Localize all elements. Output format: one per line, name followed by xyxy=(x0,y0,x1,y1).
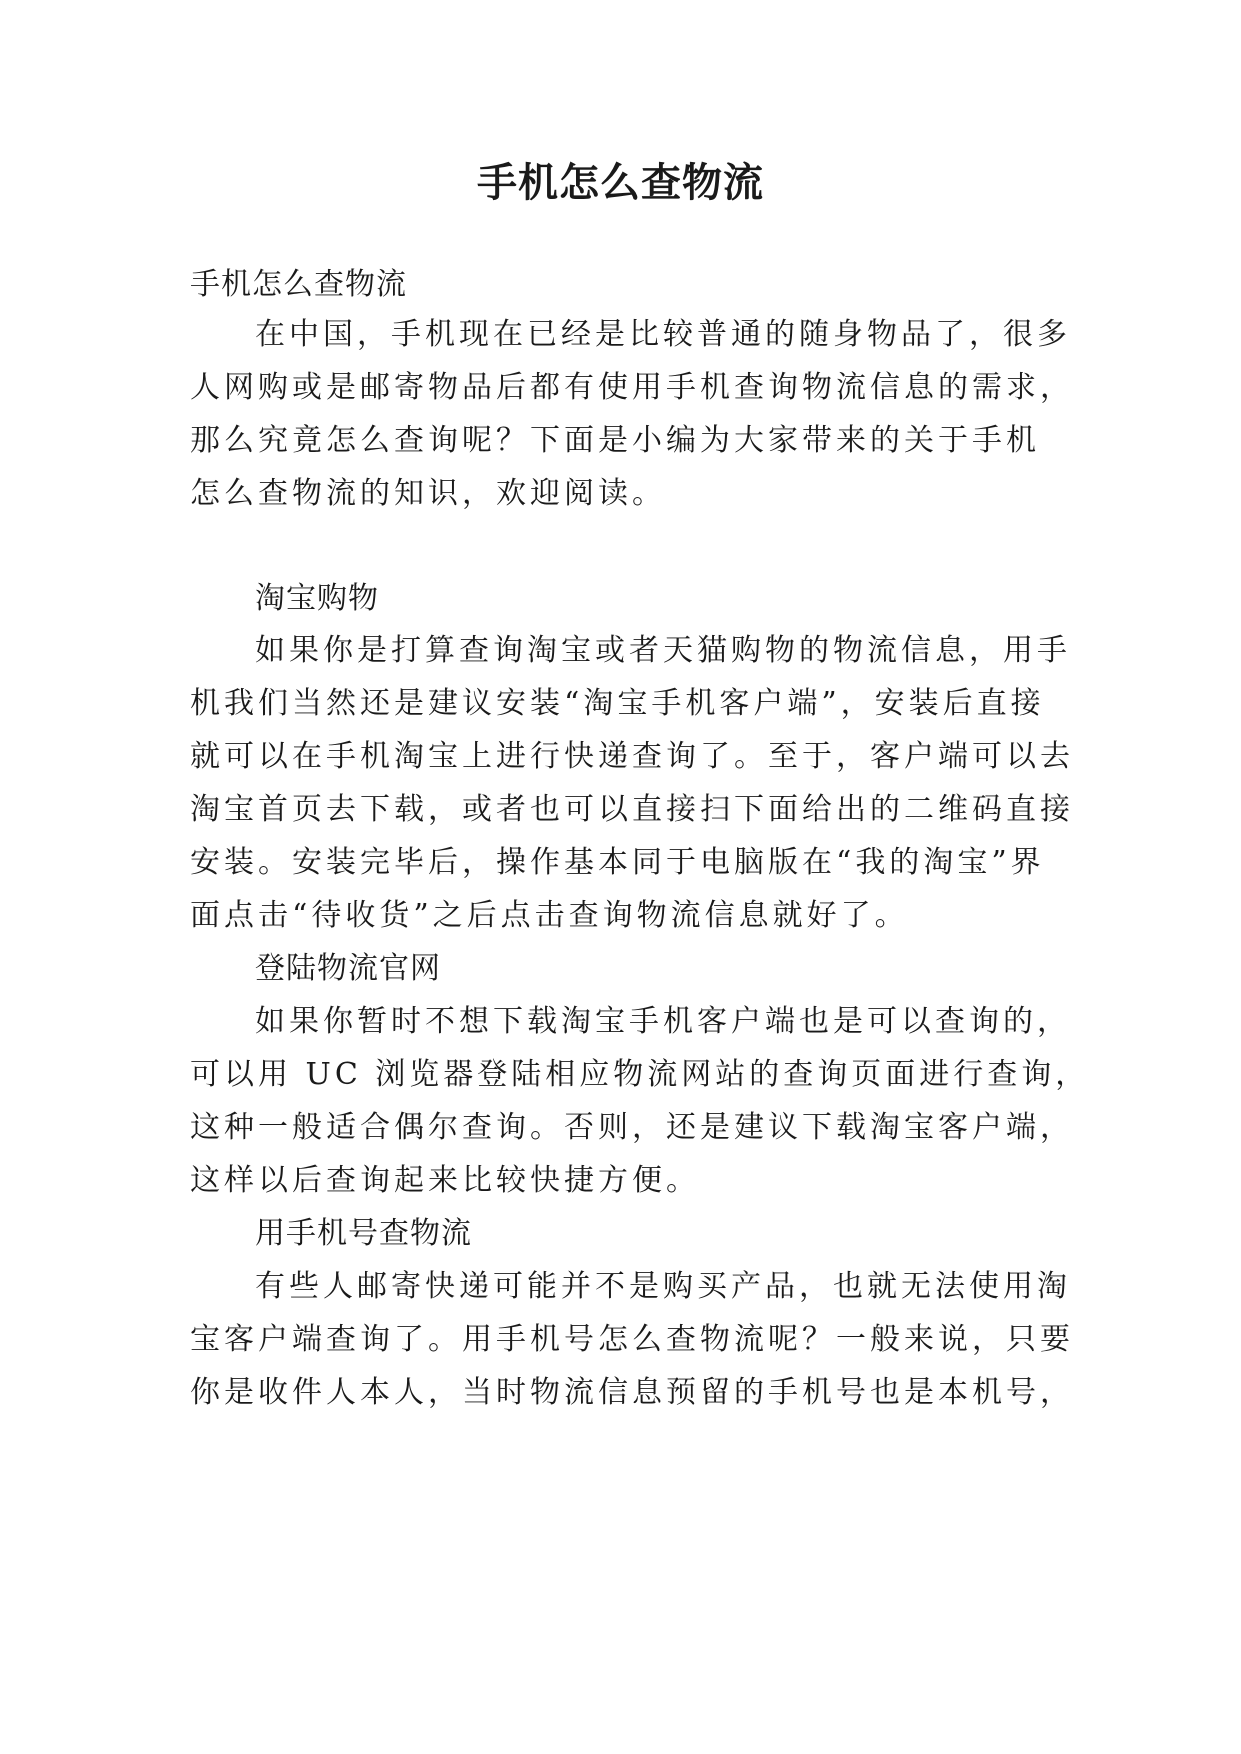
section-line: 面点击“待收货”之后点击查询物流信息就好了。 xyxy=(190,898,909,933)
intro-line: 那么究竟怎么查询呢？下面是小编为大家带来的关于手机 xyxy=(190,423,1040,458)
section-line: 可以用 UC 浏览器登陆相应物流网站的查询页面进行查询， xyxy=(190,1057,1090,1092)
intro-line: 在中国，手机现在已经是比较普通的随身物品了，很多 xyxy=(255,317,1071,352)
section-line: 淘宝首页去下载，或者也可以直接扫下面给出的二维码直接 xyxy=(190,792,1074,827)
section-line: 这种一般适合偶尔查询。否则，还是建议下载淘宝客户端， xyxy=(190,1110,1074,1145)
document-subtitle: 手机怎么查物流 xyxy=(190,267,407,302)
section-line: 这样以后查询起来比较快捷方便。 xyxy=(190,1163,700,1198)
section-heading: 淘宝购物 xyxy=(255,581,379,616)
section-line: 如果你是打算查询淘宝或者天猫购物的物流信息，用手 xyxy=(255,633,1071,668)
intro-line: 人网购或是邮寄物品后都有使用手机查询物流信息的需求， xyxy=(190,370,1074,405)
section-line: 就可以在手机淘宝上进行快递查询了。至于，客户端可以去 xyxy=(190,739,1074,774)
section-line: 有些人邮寄快递可能并不是购买产品，也就无法使用淘 xyxy=(255,1269,1071,1304)
section-line: 你是收件人本人，当时物流信息预留的手机号也是本机号， xyxy=(190,1375,1074,1410)
section-line: 安装。安装完毕后，操作基本同于电脑版在“我的淘宝”界 xyxy=(190,845,1045,880)
section-heading: 登陆物流官网 xyxy=(255,951,441,986)
section-heading: 用手机号查物流 xyxy=(255,1216,472,1251)
section-line: 如果你暂时不想下载淘宝手机客户端也是可以查询的， xyxy=(255,1004,1071,1039)
document-title: 手机怎么查物流 xyxy=(477,159,764,206)
section-line: 宝客户端查询了。用手机号怎么查物流呢？一般来说，只要 xyxy=(190,1322,1074,1357)
section-line: 机我们当然还是建议安装“淘宝手机客户端”，安装后直接 xyxy=(190,686,1045,721)
intro-line: 怎么查物流的知识，欢迎阅读。 xyxy=(190,476,666,511)
